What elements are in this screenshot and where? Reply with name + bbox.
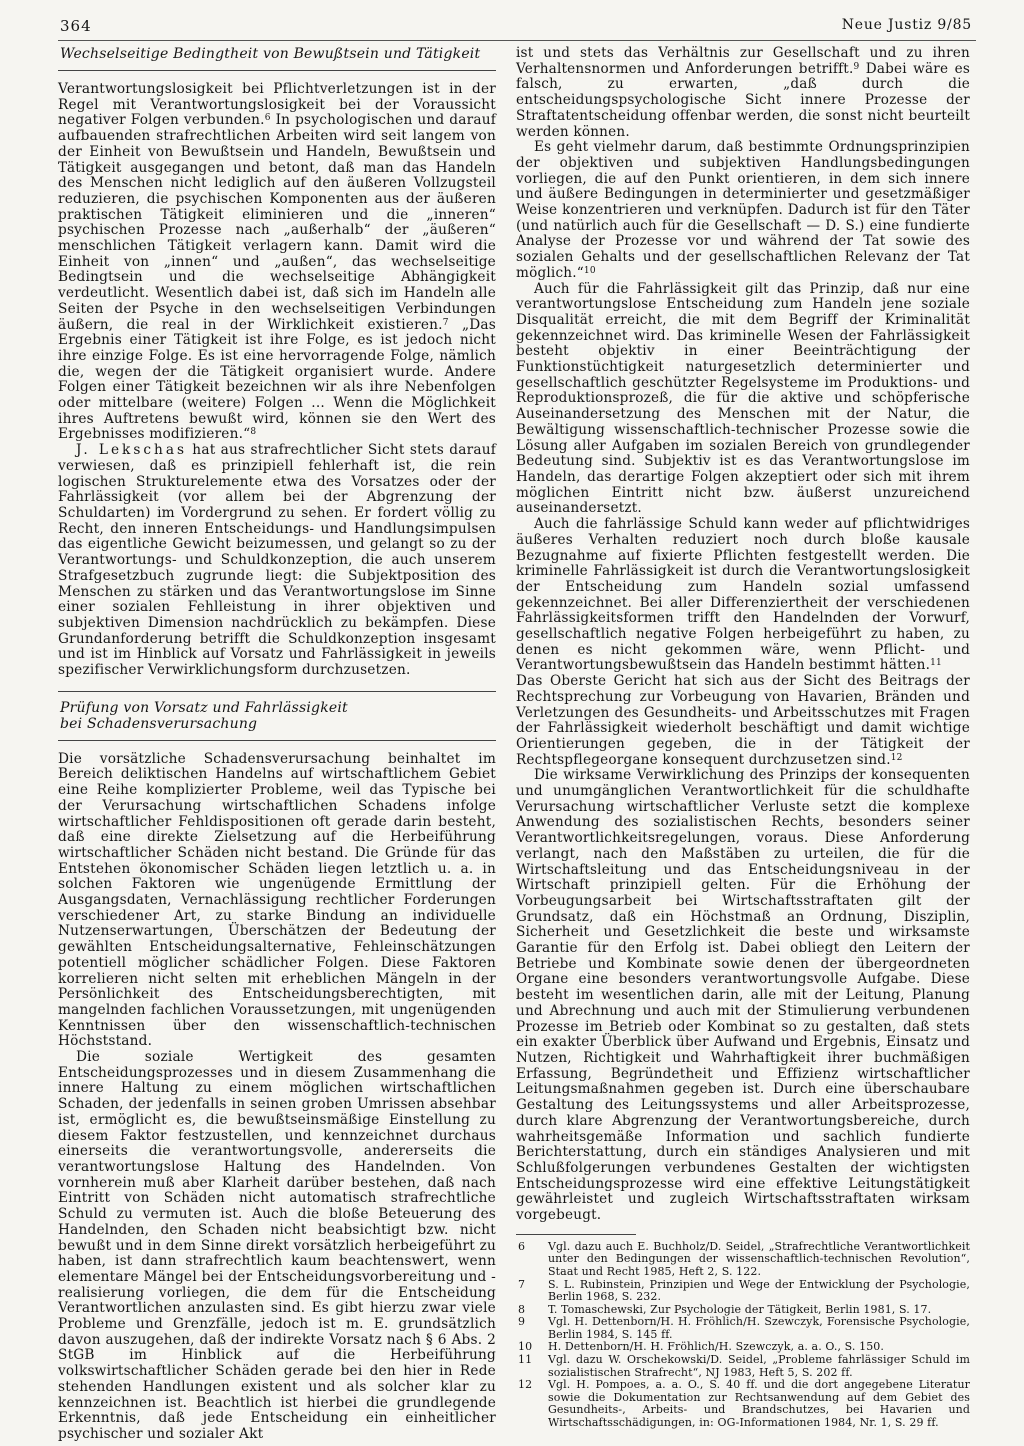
footnote-ref: 10 — [583, 265, 596, 276]
footnote-ref: 11 — [930, 658, 942, 669]
paragraph: Verantwortungslosigkeit bei Pflichtverletzungen ist in der Regel mit Verantwortungslosigkeit bei der Voraussicht negativer Folgen verbunden.$^6$ In psychologischen und darauf aufbauenden strafrechtlichen Arbeiten wird seit langem von der Einheit von Bewußtsein und Handeln, Bewußtsein und Tätigkeit ausgegangen und betont, daß man das Handeln des Menschen nicht lediglich auf den äußeren Vollzugsteil reduzieren, die psychischen Komponenten aus der äußeren praktischen Tätigkeit eliminieren und die „inneren“ psychischen Prozesse nach „außerhalb“ der „äußeren“ menschlichen Tätigkeit verlagern kann. Damit wird die Einheit von „innen“ und „außen“, das wechselseitige Bedingtsein und die wechselseitige Abhängigkeit verdeutlicht. Wesentlich dabei ist, daß sich im Handeln alle Seiten der Psyche in den wechselseitigen Verbindungen äußern, die real in der Wirklichkeit existieren.$^7$ „Das Ergebnis einer Tätigkeit ist ihre Folge, es ist jedoch nicht ihre einzige Folge. Es ist eine hervorragende Folge, nämlich die, wegen der die Tätigkeit organisiert wurde. Andere Folgen einer Tätigkeit bezeichnen wir als ihre Nebenfolgen oder mittelbare (weitere) Folgen ... Wenn die Möglichkeit ihres Auftretens bewußt wird, können sie den Wert des Ergebnisses modifizieren.“$^8$ — [58, 81, 496, 443]
paragraph: Das Oberste Gericht hat sich aus der Sicht des Beitrags der Rechtsprechung zur Vorbeugung von Havarien, Bränden und Verletzungen des Gesundheits- und Arbeitsschutzes mit Fragen der Fahrlässigkeit wiederholt beschäftigt und damit wichtige Orientierungen gegeben, die in der Tätigkeit der Rechtspflegeorgane konsequent durchzusetzen sind.$^{12}$ — [516, 673, 970, 768]
heading-rule — [58, 70, 496, 71]
left-column — [58, 46, 496, 1443]
paragraph: Die soziale Wertigkeit des gesamten Entscheidungsprozesses und in diesem Zusammenhang die innere Haltung zu einem möglichen wirtschaftlichen Schaden, der jedenfalls in seinen groben Umrissen absehbar ist, ermöglicht es, die bewußtseinsmäßige Einstellung zu diesem Faktor festzustellen, und kennzeichnet durchaus einerseits die verantwortungsvolle, andererseits die verantwortungslose Haltung des Handelnden. Von vornherein muß aber Klarheit darüber bestehen, daß nach Eintritt von Schäden nicht automatisch strafrechtliche Schuld zu vermuten ist. Auch die bloße Beteuerung des Handelnden, den Schaden nicht beabsichtigt bzw. nicht bewußt und in dem Sinne direkt vorsätzlich herbeigeführt zu haben, ist dann strafrechtlich kaum beachtenswert, wenn elementare Mängel bei der Entscheidungsvorbereitung und -realisierung vorliegen, die dem für die Entscheidung Verantwortlichen anzulasten sind. Es gibt hierzu zwar viele Probleme und Grenzfälle, jedoch ist m. E. grundsätzlich davon auszugehen, daß der indirekte Vorsatz nach § 6 Abs. 2 StGB im Hinblick auf die Herbeiführung volkswirtschaftlicher Schäden gerade bei den hier in Rede stehenden Handlungen existent und als solcher klar zu kennzeichnen ist. Beachtlich ist hierbei die grundlegende Erkenntnis, daß jede Entscheidung ein einheitlicher psychischer und sozialer Akt — [58, 1049, 496, 1442]
footnote: 9 Vgl. H. Dettenborn/H. H. Fröhlich/H. Szewczyk, Forensische Psychologie, Berlin 1984, S. 145 ff. — [518, 1315, 970, 1341]
header-rule — [58, 40, 976, 41]
right-column — [516, 46, 970, 1430]
journal-title: Neue Justiz 9/85 — [841, 17, 972, 33]
paragraph: ist und stets das Verhältnis zur Gesellschaft und zu ihren Verhaltensnormen und Anforderungen betrifft.$^9$ Dabei wäre es falsch, zu erwarten, „daß durch die entscheidungspsychologische Sicht innere Prozesse der Straftatentscheidung offenbar werden, die sonst nicht beurteilt werden können. — [516, 45, 970, 140]
footnote-ref: 9 — [853, 61, 860, 72]
footnote-rule — [516, 1234, 636, 1235]
footnote: 8 T. Tomaschewski, Zur Psychologie der Tätigkeit, Berlin 1981, S. 17. — [518, 1302, 932, 1316]
paragraph: Die vorsätzliche Schadensverursachung beinhaltet im Bereich deliktischen Handelns auf wirtschaftlichem Gebiet eine Reihe komplizierter Probleme, weil das Typische bei der Verursachung wirtschaftlichen Schadens infolge wirtschaftlicher Fehldispositionen oft gerade darin besteht, daß eine direkte Zielsetzung auf die Herbeiführung wirtschaftlicher Schäden nicht bestand. Die Gründe für das Entstehen ökonomischer Schäden liegen letztlich u. a. in solchen Faktoren wie ungenügende Ermittlung der Ausgangsdaten, Vernachlässigung rechtlicher Forderungen verschiedener Art, zu starke Bindung an individuelle Nutzenserwartungen, Überschätzen der Bedeutung der gewählten Entscheidungsalternative, Fehleinschätzungen potentiell möglicher schädlicher Folgen. Diese Faktoren korrelieren nicht selten mit erheblichen Mängeln in der Persönlichkeit des Entscheidungsberechtigten, mit mangelnden fachlichen Voraussetzungen, mit ungenügenden Kenntnissen über den wissenschaftlich-technischen Höchststand. — [58, 750, 496, 1050]
paragraph: Auch für die Fahrlässigkeit gilt das Prinzip, daß nur eine verantwortungslose Entscheidung zum Handeln jene soziale Disqualität erreicht, die mit dem Begriff der Kriminalität gekennzeichnet wird. Das kriminelle Wesen der Fahrlässigkeit besteht objektiv in einer Beeinträchtigung der Funktionstüchtigkeit naturgesetzlich determinierter und gesellschaftlich geschützter Regelsysteme im Produktions- und Reproduktionsprozeß, die für die aktive und schöpferische Auseinandersetzung des Menschen mit der Natur, die Bewältigung wissenschaftlich-technischer Prozesse sowie die Lösung aller Aufgaben im sozialen Bereich von grundlegender Bedeutung sind. Subjektiv ist es das Verantwortungslose im Handeln, das derartige Folgen akzeptiert oder sich mit ihrem möglichen Eintritt nicht bzw. äußerst unzureichend auseinandersetzt. — [516, 280, 970, 517]
footnote: 7 S. L. Rubinstein, Prinzipien und Wege der Entwicklung der Psychologie, Berlin 1968, S. 232. — [518, 1277, 970, 1304]
paragraph: Es geht vielmehr darum, daß bestimmte Ordnungsprinzipien der objektiven und subjektiven Handlungsbedingungen vorliegen, die auf den Punkt orientieren, in dem sich innere und äußere Bedingungen in determinierter und gesetzmäßiger Weise konzentrieren und verknüpfen. Dadurch ist für den Täter (und natürlich auch für die Gesellschaft — D. S.) eine fundierte Analyse der Prozesse vor und während der Tat sowie des sozialen Gehalts und der gesellschaftlichen Relevanz der Tat möglich.“$^{10}$ — [516, 139, 970, 281]
section-heading-1: Wechselseitige Bedingtheit von Bewußtsein und Tätigkeit — [60, 46, 481, 62]
footnote-ref: 8 — [250, 427, 257, 438]
section-heading-2: Prüfung von Vorsatz und Fahrlässigkeit bei Schadensverursachung — [58, 691, 496, 732]
footnotes — [516, 1241, 970, 1430]
footnote-ref: 12 — [890, 752, 903, 763]
footnote: 11 Vgl. dazu W. Orschekowski/D. Seidel, „Probleme fahrlässiger Schuld im sozialistischen Strafrecht“, NJ 1983, Heft 5, S. 202 ff. — [518, 1353, 970, 1379]
paragraph: Die wirksame Verwirklichung des Prinzips der konsequenten und unumgänglichen Verantwortlichkeit für die schuldhafte Verursachung wirtschaftlicher Verluste setzt die komplexe Anwendung des sozialistischen Rechts, besonders seiner Verantwortlichkeitsregelungen, voraus. Diese Anforderung verlangt, nach den Maßstäben zu urteilen, die für die Wirtschaftsleitung und das Entscheidungsniveau in der Wirtschaft prinzipiell gelten. Für die Erhöhung der Vorbeugungsarbeit bei Wirtschaftsstraftaten gilt der Grundsatz, daß ein Höchstmaß an Ordnung, Disziplin, Sicherheit und Gesetzlichkeit die beste und wirksamste Garantie für den Erfolg ist. Dabei obliegt den Leitern der Betriebe und Kombinate sowie denen der übergeordneten Organe eine besonders verantwortungsvolle Aufgabe. Diese besteht im wesentlichen darin, alle mit der Leitung, Planung und Abrechnung und auch mit der Stimulierung verbundenen Prozesse im Betrieb oder Kombinat so zu gestalten, daß stets ein exakter Überblick über Aufwand und Ergebnis, Einsatz und Nutzen, Richtigkeit und Wahrhaftigkeit ihrer buchmäßigen Erfassung, Begründetheit und Effizienz wirtschaftlicher Leitungsmaßnahmen gegeben ist. Durch eine überschaubare Gestaltung des Leitungssystems und aller Arbeitsprozesse, durch klare Abgrenzung der Verantwortungsbereiche, durch wahrheitsgemäße Information und sachlich fundierte Berichterstattung, durch ein ständiges Analysieren und mit Schlußfolgerungen verbundenes Gestalten der wichtigsten Entscheidungsprozesse wird eine effektive Leitungstätigkeit gewährleistet und zugleich Wirtschaftsstraftaten wirksam vorgebeugt. — [516, 767, 970, 1224]
footnote: 10 H. Dettenborn/H. H. Fröhlich/H. Szewczyk, a. a. O., S. 150. — [518, 1340, 884, 1354]
paragraph: J. Lekschas hat aus strafrechtlicher Sicht stets darauf verwiesen, daß es prinzipiell fehlerhaft ist, die rein logischen Strukturelemente etwa des Vorsatzes oder der Fahrlässigkeit (vor allem bei der Abgrenzung der Schuldarten) im Vordergrund zu sehen. Er fordert völlig zu Recht, den inneren Entscheidungs- und Handlungsimpulsen das eigentliche Gewicht beizumessen, und gelangt so zu der Verantwortungs- und Schuldkonzeption, die auch unserem Strafgesetzbuch zugrunde liegt: die Subjektposition des Menschen zu stärken und das Verantwortungslose im Sinne einer sozialen Fehlleistung in ihrer objektiven und subjektiven Dimension nachdrücklich zu bekämpfen. Diese Grundanforderung betrifft die Schuldkonzeption insgesamt und ist im Hinblick auf Vorsatz und Fahrlässigkeit in jeweils spezifischer Verwirklichungsform durchzusetzen. — [58, 442, 496, 679]
footnote-ref: 6 — [264, 113, 271, 124]
footnote-ref: 7 — [442, 317, 449, 328]
footnote: 12 Vgl. H. Pompoes, a. a. O., S. 40 ff. und die dort angegebene Literatur sowie die Dokumentation zur Rechtsanwendung auf dem Gebiet des Gesundheits-, Arbeits- und Brandschutzes, bei Havarien und Wirtschaftsschädigungen, in: OG-Informationen 1984, Nr. 1, S. 29 ff. — [518, 1378, 970, 1430]
author-name: J. Lekschas — [76, 442, 188, 459]
paragraph: Auch die fahrlässige Schuld kann weder auf pflichtwidriges äußeres Verhalten reduziert noch durch bloße kausale Bezugnahme auf fixierte Pflichten festgestellt werden. Die kriminelle Fahrlässigkeit ist durch die Verantwortungslosigkeit der Entscheidung zum Handeln sozial umfassend gekennzeichnet. Bei aller Differenziertheit der verschiedenen Fahrlässigkeitsformen trifft den Handelnden der Vorwurf, gesellschaftlich negative Folgen herbeigeführt zu haben, zu denen es nicht gekommen wäre, wenn Pflicht- und Verantwortungsbewußtsein das Handeln bestimmt hätten.$^{11}$ — [516, 516, 970, 674]
page-number: 364 — [60, 17, 92, 35]
footnote: 6 Vgl. dazu auch E. Buchholz/D. Seidel, „Strafrechtliche Verantwortlichkeit unter den Bedingungen der wissenschaftlich-technischen Revolution“, Staat und Recht 1985, Heft 2, S. 122. — [518, 1239, 970, 1278]
heading-rule — [58, 740, 496, 741]
